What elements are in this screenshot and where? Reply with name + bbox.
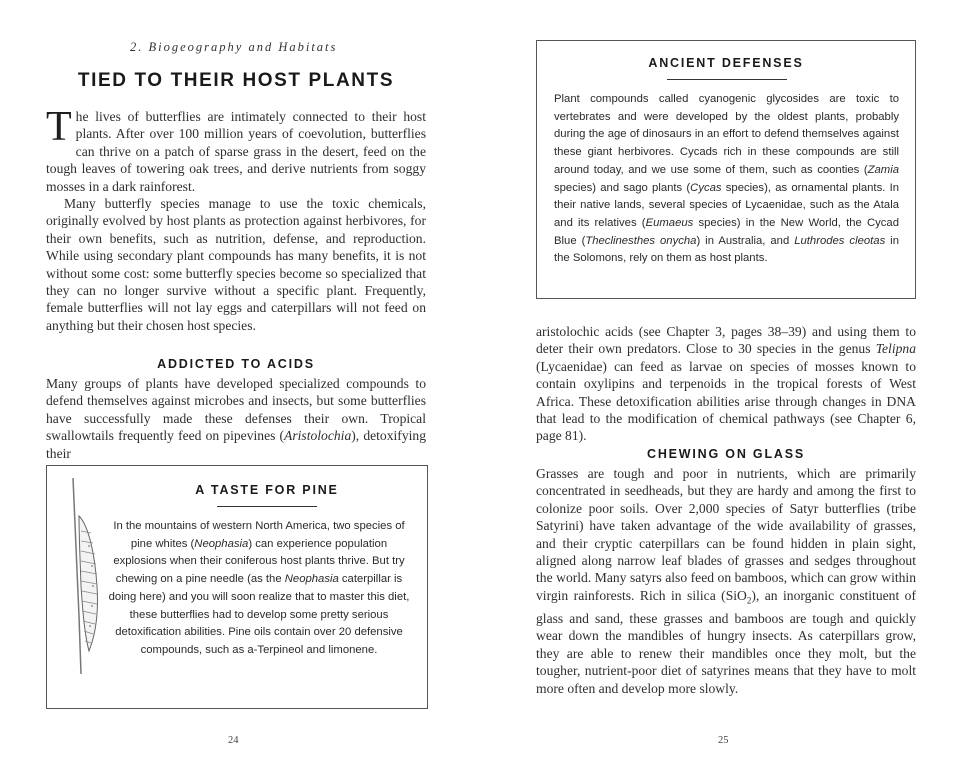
box-text: In the mountains of western North America, two species of pine whites (Neophasia) can experience population explosions when their coniferous host plants thrive. But try chewing on a pine needle (as the Neophasia caterpillar is doing here) and you will soon realize that to master this diet, these butterflies had to develop some pretty serious detoxification abilities. Pine oils contain over 20 defensive compounds, such as a-Terpineol and limonene. xyxy=(108,520,410,656)
continued-text xyxy=(536,323,916,445)
page-number: 24 xyxy=(228,735,239,746)
paragraph: The lives of butterflies are intimately connected to their host plants. After over 100 million years of coevolution, butterflies can thrive on a patch of sparse grass in the desert, feed on the tough leaves of towering oak trees, and derive nutrients from soggy mosses in a dark rainforest. xyxy=(46,104,426,194)
glass-text xyxy=(536,465,916,697)
box-title: A TASTE FOR PINE xyxy=(195,483,339,497)
paragraph: aristolochic acids (see Chapter 3, pages 38–39) and using them to deter their own predators. Close to 30 species in the genus Telipna (Lycaenidae) can feed as larvae on species of mosses known to contain oxylipins and terpenoids in the tropical forests of West Africa. These detoxification abilities arise through changes in DNA that lead to the modification of chemical pathways (see Chapter 6, page 81). xyxy=(536,324,916,444)
paragraph: Grasses are tough and poor in nutrients, which are primarily concentrated in seedheads, but they are hardy and among the first to colonize poor soils. Over 2,000 species of Satyr butterflies (tribe Satyrini) have taken advantage of the wide availability of grasses, and their cryptic caterpillars can be found hidden in plain sight, aligned along narrow leaf blades of grasses and sedges throughout the world. Many satyrs also feed on bamboos, which can grow within virgin rainforests. Rich in silica (SiO$_2$), an inorganic constituent of glass and sand, these grasses and bamboos are tough and quickly wear down the mandibles of hungry insects. As caterpillars grow, they are able to renew their mandibles once they molt, but the tougher, nutrient-poor diet of satyrines means that they have to molt more often and develop more slowly. xyxy=(536,466,916,696)
box-rule xyxy=(667,79,787,80)
paragraph: Many groups of plants have developed specialized compounds to defend themselves against microbes and insects, but some butterflies have successfully made these defenses their own. Tropical swallowtails frequently feed on pipevines (Aristolochia), detoxifying their xyxy=(46,376,426,461)
box-text: Plant compounds called cyanogenic glycosides are toxic to vertebrates and were developed by the oldest plants, probably during the age of dinosaurs in an effort to defend themselves against these giant herbivores. Cycads rich in these compounds are still around today, and we use some of them, such as coonties (Zamia species) and sago plants (Cycas species), as ornamental plants. In their native lands, several species of Lycaenidae, such as the Atala and its relatives (Eumaeus species) in the New World, the Cycad Blue (Theclinesthes onycha) in Australia, and Luthrodes cleotas in the Solomons, rely on them as host plants. xyxy=(554,93,899,265)
drop-cap: T xyxy=(46,104,72,150)
running-head: 2. Biogeography and Habitats xyxy=(130,40,338,54)
sidebar-box-pine xyxy=(46,465,428,709)
subhead-chewing-on-glass: CHEWING ON GLASS xyxy=(647,447,805,461)
intro-text xyxy=(46,104,426,334)
sidebar-box-ancient-defenses xyxy=(536,40,916,299)
page-number: 25 xyxy=(718,735,729,746)
subhead-addicted-to-acids: ADDICTED TO ACIDS xyxy=(157,357,315,371)
box-rule xyxy=(217,506,317,507)
acids-text xyxy=(46,375,426,462)
paragraph: Many butterfly species manage to use the toxic chemicals, originally evolved by host plants as protection against herbivores, for their own benefits, such as nutrition, defense, and reproduction. While using secondary plant compounds has many benefits, it is not without some cost: some butterfly species become so specialized that they can no longer survive without a specific plant. Frequently, female butterflies will not lay eggs and caterpillars will not feed on anything but their chosen host species. xyxy=(46,196,426,333)
section-title: TIED TO THEIR HOST PLANTS xyxy=(77,70,395,91)
box-title: ANCIENT DEFENSES xyxy=(648,56,804,70)
